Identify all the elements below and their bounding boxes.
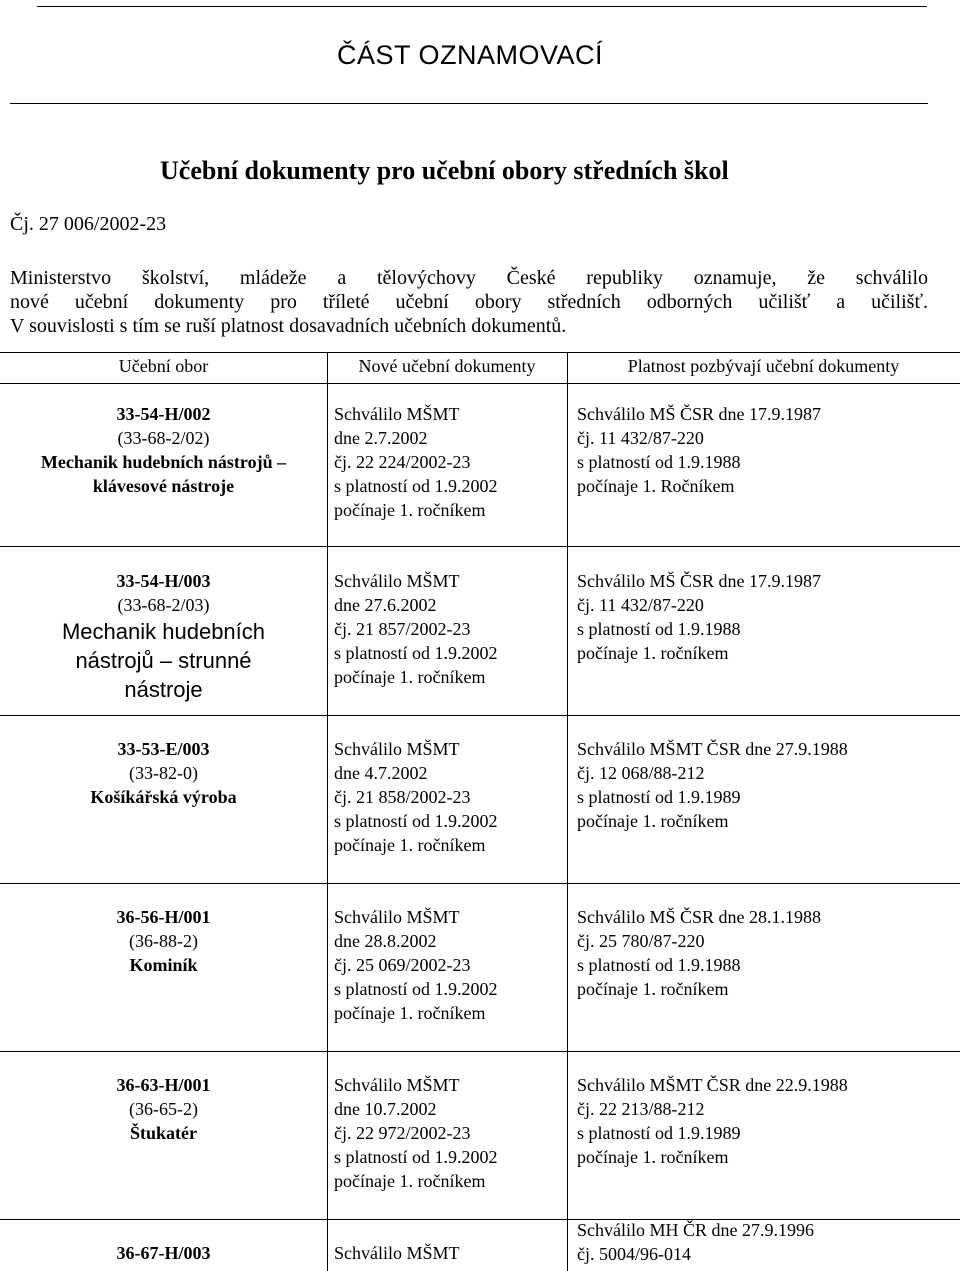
field-name: Kominík (129, 955, 198, 975)
field-code: 36-63-H/001 (116, 1075, 211, 1095)
column-divider (567, 352, 568, 1271)
table-row-new-docs (334, 1241, 564, 1265)
column-header-new-docs: Nové učební dokumenty (358, 356, 536, 376)
approval-line: Schválilo MŠMT (334, 739, 460, 759)
table-row-field (0, 1073, 327, 1145)
field-old-code: (33-68-2/02) (117, 428, 210, 448)
table-row-new-docs (334, 569, 564, 689)
intro-paragraph (10, 266, 928, 338)
table-row-expired-docs (577, 569, 947, 665)
table-row-field (0, 737, 327, 809)
intro-line: Ministerstvo školství, mládeže a tělovýchovy České republiky oznamuje, že schválilo (10, 267, 928, 289)
approval-line: Schválilo MŠMT (334, 404, 460, 424)
field-old-code: (36-65-2) (129, 1099, 198, 1119)
start-line: počínaje 1. ročníkem (334, 1171, 486, 1191)
approval-line: Schválilo MH ČR dne 27.9.1996 (577, 1220, 814, 1240)
start-line: počínaje 1. ročníkem (577, 1147, 729, 1167)
field-name: nástrojů – strunné (75, 648, 252, 673)
reference-line: čj. 22 213/88-212 (577, 1099, 705, 1119)
date-line: dne 10.7.2002 (334, 1099, 437, 1119)
start-line: počínaje 1. Ročníkem (577, 476, 735, 496)
date-line: dne 28.8.2002 (334, 931, 437, 951)
approval-line: Schválilo MŠMT (334, 571, 460, 591)
field-code: 33-53-E/003 (117, 739, 210, 759)
top-rule (37, 6, 927, 7)
validity-line: s platností od 1.9.1989 (577, 787, 741, 807)
validity-line: s platností od 1.9.2002 (334, 979, 498, 999)
reference-line: čj. 11 432/87-220 (577, 595, 704, 615)
approval-line: Schválilo MŠ ČSR dne 17.9.1987 (577, 571, 822, 591)
date-line: dne 2.7.2002 (334, 428, 428, 448)
intro-line: nové učební dokumenty pro tříleté učební obory středních odborných učilišť a učilišť. (10, 291, 928, 313)
approval-line: Schválilo MŠMT ČSR dne 27.9.1988 (577, 739, 848, 759)
validity-line: s platností od 1.9.1988 (577, 452, 741, 472)
field-old-code: (36-88-2) (129, 931, 198, 951)
field-name: Mechanik hudebních nástrojů – (40, 452, 287, 472)
field-old-code: (33-82-0) (129, 763, 198, 783)
field-code: 36-67-H/003 (116, 1243, 211, 1263)
validity-line: s platností od 1.9.2002 (334, 1147, 498, 1167)
document-heading: Učební dokumenty pro učební obory středních škol (160, 156, 729, 185)
field-name: Štukatér (130, 1123, 197, 1143)
validity-line: s platností od 1.9.2002 (334, 811, 498, 831)
validity-line: s platností od 1.9.2002 (334, 643, 498, 663)
title-rule (10, 103, 928, 104)
approval-line: Schválilo MŠMT (334, 1075, 460, 1095)
reference-line: čj. 25 780/87-220 (577, 931, 705, 951)
reference-line: čj. 22 224/2002-23 (334, 452, 471, 472)
table-row-field (0, 905, 327, 977)
approval-line: Schválilo MŠMT (334, 1243, 460, 1263)
row-divider (0, 546, 960, 547)
field-code: 33-54-H/002 (116, 404, 211, 424)
approval-line: Schválilo MŠMT (334, 907, 460, 927)
date-line: dne 4.7.2002 (334, 763, 428, 783)
table-row-field (0, 569, 327, 704)
validity-line: s platností od 1.9.1989 (577, 1123, 741, 1143)
start-line: počínaje 1. ročníkem (577, 643, 729, 663)
table-row-expired-docs (577, 737, 947, 833)
start-line: počínaje 1. ročníkem (334, 835, 486, 855)
approval-line: Schválilo MŠ ČSR dne 17.9.1987 (577, 404, 822, 424)
field-old-code: (33-68-2/03) (117, 595, 210, 615)
table-row-expired-docs (577, 1218, 947, 1266)
validity-line: s platností od 1.9.2002 (334, 476, 498, 496)
table-header (0, 352, 960, 384)
validity-line: s platností od 1.9.1988 (577, 955, 741, 975)
row-divider (0, 715, 960, 716)
reference-line: čj. 12 068/88-212 (577, 763, 705, 783)
column-header-field: Učební obor (118, 356, 209, 376)
validity-line: s platností od 1.9.1988 (577, 619, 741, 639)
reference-line: čj. 5004/96-014 (577, 1244, 691, 1264)
approval-line: Schválilo MŠ ČSR dne 28.1.1988 (577, 907, 822, 927)
table-row-new-docs (334, 905, 564, 1025)
start-line: počínaje 1. ročníkem (334, 500, 486, 520)
table-row-expired-docs (577, 1073, 947, 1169)
table-row-field (0, 1241, 327, 1265)
table-row-field (0, 402, 327, 498)
table-row-new-docs (334, 737, 564, 857)
reference-line: čj. 21 857/2002-23 (334, 619, 471, 639)
table-row-new-docs (334, 1073, 564, 1193)
column-header-expired-docs: Platnost pozbývají učební dokumenty (627, 356, 900, 376)
field-code: 36-56-H/001 (116, 907, 211, 927)
intro-line: V souvislosti s tím se ruší platnost dosavadních učebních dokumentů. (10, 315, 567, 337)
start-line: počínaje 1. ročníkem (334, 1003, 486, 1023)
start-line: počínaje 1. ročníkem (334, 667, 486, 687)
field-name: klávesové nástroje (92, 476, 235, 496)
section-title: ČÁST OZNAMOVACÍ (336, 40, 604, 70)
date-line: dne 27.6.2002 (334, 595, 437, 615)
reference-number: Čj. 27 006/2002-23 (10, 213, 167, 235)
field-name: Košíkářská výroba (90, 787, 237, 807)
field-name: Mechanik hudebních (61, 619, 266, 644)
field-name: nástroje (124, 677, 203, 702)
reference-line: čj. 21 858/2002-23 (334, 787, 471, 807)
row-divider (0, 883, 960, 884)
start-line: počínaje 1. ročníkem (577, 811, 729, 831)
reference-line: čj. 22 972/2002-23 (334, 1123, 471, 1143)
reference-line: čj. 11 432/87-220 (577, 428, 704, 448)
table-row-new-docs (334, 402, 564, 522)
start-line: počínaje 1. ročníkem (577, 979, 729, 999)
column-divider (327, 352, 328, 1271)
row-divider (0, 1051, 960, 1052)
reference-line: čj. 25 069/2002-23 (334, 955, 471, 975)
approval-line: Schválilo MŠMT ČSR dne 22.9.1988 (577, 1075, 848, 1095)
field-code: 33-54-H/003 (116, 571, 211, 591)
table-row-expired-docs (577, 905, 947, 1001)
table-row-expired-docs (577, 402, 947, 498)
